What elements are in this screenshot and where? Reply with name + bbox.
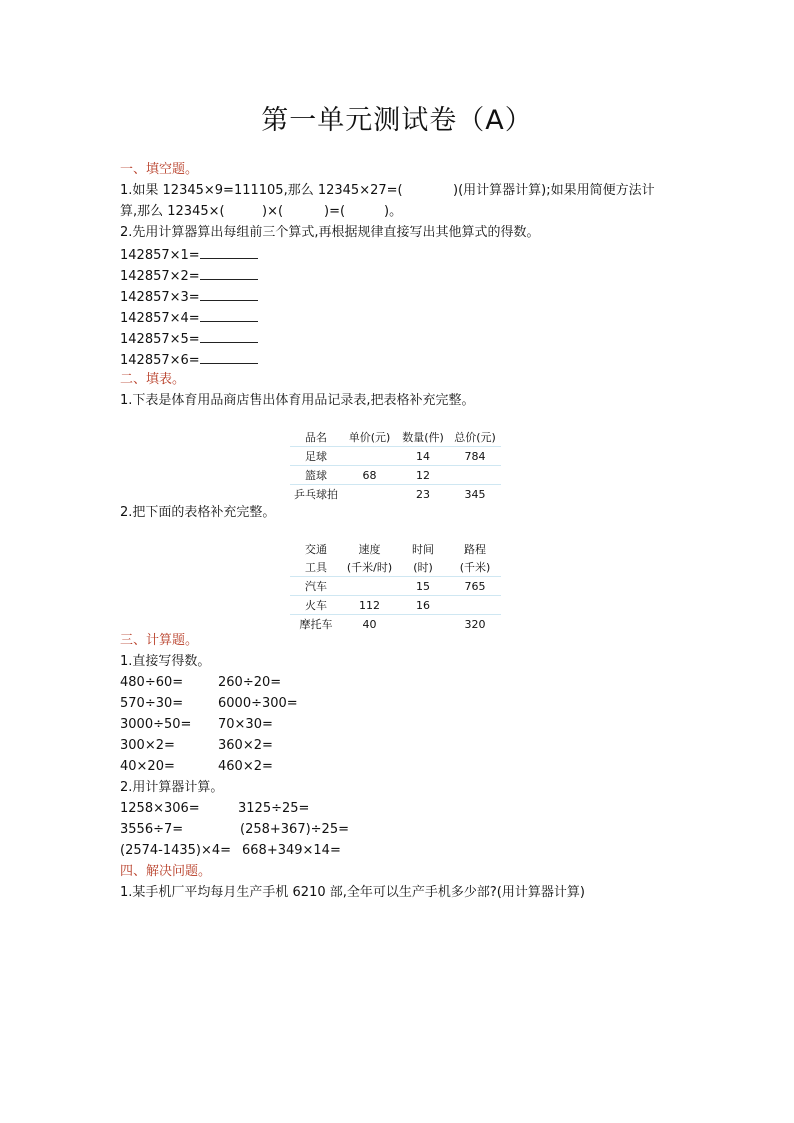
- table-cell[interactable]: [449, 466, 501, 485]
- table-header-row: [290, 428, 501, 447]
- answer-blank[interactable]: [200, 351, 258, 364]
- calc-expression: 3556÷7=: [120, 822, 184, 837]
- table-cell: 765: [449, 577, 501, 596]
- sales-table: [290, 428, 501, 503]
- table-header-cell: 品名: [290, 428, 342, 447]
- table-row: [290, 466, 501, 485]
- calc-expression: 40×20=: [120, 759, 175, 774]
- calc-expression: 480÷60=: [120, 675, 184, 690]
- calc-expression: 3000÷50=: [120, 717, 192, 732]
- table-header-cell: 数量(件): [397, 428, 449, 447]
- table-cell: 汽车: [290, 577, 342, 596]
- table-header-cell: (千米/时): [342, 558, 397, 577]
- section2-heading: 二、填表。: [120, 372, 186, 387]
- table-cell: 320: [464, 617, 486, 631]
- q2-item: [120, 288, 258, 306]
- calc-expression: 668+349×14=: [242, 843, 341, 858]
- answer-blank[interactable]: [200, 330, 258, 343]
- table-row: [290, 596, 501, 615]
- q1-line1-a: 1.如果 12345×9=111105,那么 12345×27=(: [120, 183, 403, 198]
- section1-heading: 一、填空题。: [120, 162, 199, 177]
- table1-instruction: 1.下表是体育用品商店售出体育用品记录表,把表格补充完整。: [120, 393, 475, 408]
- calc-expression: (2574-1435)×4=: [120, 843, 232, 858]
- table-cell: 14: [397, 447, 449, 466]
- q2-item: [120, 309, 258, 327]
- q1-line2-d: )。: [384, 204, 403, 219]
- calc-expression: 260÷20=: [218, 675, 282, 690]
- table-cell: 摩托车: [299, 618, 333, 631]
- calc-expression: 70×30=: [218, 717, 273, 732]
- page-title: 第一单元测试卷（A）: [261, 105, 533, 136]
- q2-item-text: 142857×3=: [120, 290, 200, 305]
- table-header-cell: 总价(元): [449, 428, 501, 447]
- q2-item-text: 142857×5=: [120, 332, 200, 347]
- table-header-row: [290, 540, 501, 558]
- table-cell: 篮球: [290, 466, 342, 485]
- q1-line2-b: )×(: [262, 204, 284, 219]
- section3-heading: 三、计算题。: [120, 633, 199, 648]
- answer-blank[interactable]: [200, 267, 258, 280]
- answer-blank[interactable]: [200, 246, 258, 259]
- table-header-row: [290, 558, 501, 577]
- table-cell: 112: [342, 596, 397, 615]
- table-cell: 23: [416, 487, 430, 501]
- table-header-cell: 工具: [290, 558, 342, 577]
- table-cell: 火车: [290, 596, 342, 615]
- table-row: [290, 447, 501, 466]
- q2-item: [120, 267, 258, 285]
- q2-item-text: 142857×2=: [120, 269, 200, 284]
- table-cell: 16: [397, 596, 449, 615]
- answer-blank[interactable]: [200, 288, 258, 301]
- table-cell: 足球: [290, 447, 342, 466]
- table-header-cell: (时): [397, 558, 449, 577]
- answer-blank[interactable]: [200, 309, 258, 322]
- transport-table: [290, 540, 501, 633]
- table-cell: 784: [449, 447, 501, 466]
- calc2-instruction: 2.用计算器计算。: [120, 780, 224, 795]
- q2-item: [120, 246, 258, 264]
- calc-expression: 360×2=: [218, 738, 273, 753]
- q1-line2-c: )=(: [324, 204, 346, 219]
- table-cell: 40: [362, 617, 377, 631]
- calc-expression: (258+367)÷25=: [240, 822, 349, 837]
- q1-line1-b: )(用计算器计算);如果用简便方法计: [453, 183, 655, 198]
- table-cell: 68: [342, 466, 397, 485]
- table-cell: 15: [397, 577, 449, 596]
- table-cell[interactable]: [342, 447, 397, 466]
- table-cell: 345: [464, 487, 486, 501]
- q2-text: 2.先用计算器算出每组前三个算式,再根据规律直接写出其他算式的得数。: [120, 225, 540, 240]
- q2-item: [120, 330, 258, 348]
- q2-item-text: 142857×1=: [120, 248, 200, 263]
- q2-item-text: 142857×6=: [120, 353, 200, 368]
- q2-item-text: 142857×4=: [120, 311, 200, 326]
- table-cell: 乒乓球拍: [294, 488, 338, 501]
- table-row: [290, 615, 501, 634]
- section4-heading: 四、解决问题。: [120, 864, 212, 879]
- calc1-instruction: 1.直接写得数。: [120, 654, 211, 669]
- q2-item: [120, 351, 258, 369]
- calc-expression: 570÷30=: [120, 696, 184, 711]
- q1-line2-a: 算,那么 12345×(: [120, 204, 225, 219]
- calc-expression: 460×2=: [218, 759, 273, 774]
- table-header-cell: 路程: [464, 543, 486, 556]
- table-cell[interactable]: [397, 615, 449, 634]
- calc-expression: 300×2=: [120, 738, 175, 753]
- table2-instruction: 2.把下面的表格补充完整。: [120, 505, 276, 520]
- table-row: [290, 485, 501, 504]
- table-header-cell: 时间: [412, 543, 434, 556]
- table-cell[interactable]: [342, 485, 397, 504]
- calc-expression: 6000÷300=: [218, 696, 298, 711]
- table-row: [290, 577, 501, 596]
- table-header-cell: (千米): [449, 558, 501, 577]
- calc-expression: 3125÷25=: [238, 801, 310, 816]
- calc-expression: 1258×306=: [120, 801, 200, 816]
- table-header-cell: 速度: [358, 543, 381, 556]
- table-cell[interactable]: [342, 577, 397, 596]
- table-header-cell: 单价(元): [342, 428, 397, 447]
- table-header-cell: 交通: [305, 543, 327, 556]
- problem-text: 1.某手机厂平均每月生产手机 6210 部,全年可以生产手机多少部?(用计算器计算): [120, 885, 585, 900]
- table-cell[interactable]: [449, 596, 501, 615]
- table-cell: 12: [397, 466, 449, 485]
